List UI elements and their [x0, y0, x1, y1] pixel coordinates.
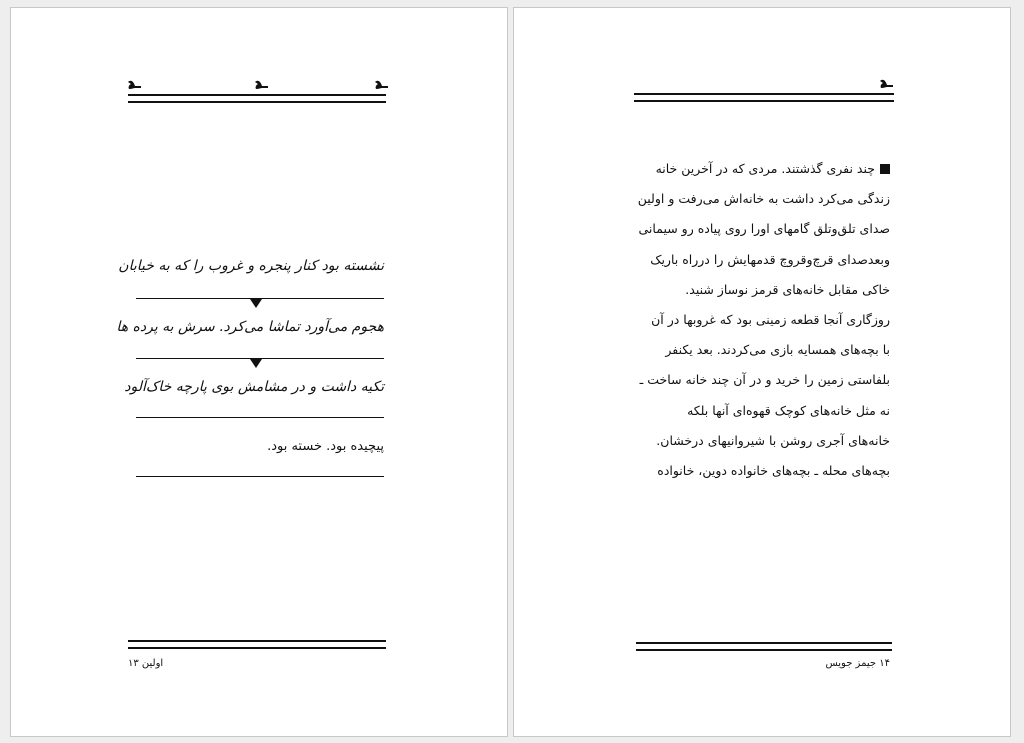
- stanza-divider: [136, 417, 384, 418]
- bird-ornament-icon: [373, 78, 389, 92]
- paragraph-line: بچه‌های محله ـ بچه‌های خانواده دوین، خانواده: [657, 463, 890, 479]
- header-rule: [634, 93, 894, 102]
- section-square-icon: [880, 164, 890, 174]
- left-page: [10, 7, 508, 737]
- bird-ornament-icon: [126, 78, 142, 92]
- stanza-divider: [136, 476, 384, 477]
- stanza-line-3: تکیه داشت و در مشامش بوی پارچه خاک‌آلود: [124, 379, 384, 395]
- triangle-marker-icon: [250, 299, 262, 308]
- paragraph-line: صدای تلق‌وتلق گامهای اورا روی پیاده رو سیمانی: [638, 221, 890, 237]
- stanza-line-1: نشسته بود کنار پنجره و غروب را که به خیابان: [118, 258, 384, 274]
- bird-ornament-icon: [253, 78, 269, 92]
- triangle-marker-icon: [250, 359, 262, 368]
- paragraph-line: بلفاستی زمین را خرید و در آن چند خانه ساخت ـ: [639, 372, 890, 388]
- paragraph-line: با بچه‌های همسایه بازی می‌کردند. بعد یکنفر: [665, 342, 890, 358]
- paragraph-line: چند نفری گذشتند. مردی که در آخرین خانه: [620, 154, 890, 184]
- bird-ornament-icon: [878, 77, 894, 91]
- right-page: [513, 7, 1011, 737]
- stanza-line-4: پیچیده بود. خسته بود.: [267, 439, 384, 454]
- paragraph-line: وبعدصدای قرچ‌وقروچ قدمهایش را درراه باریک: [650, 251, 890, 267]
- paragraph-line: خاکی مقابل خانه‌های قرمز نوساز شنید.: [685, 281, 890, 297]
- paragraph-line: خانه‌های آجری روشن با شیروانیهای درخشان.: [656, 432, 890, 448]
- paragraph-line: نه مثل خانه‌های کوچک قهوه‌ای آنها بلکه: [687, 402, 890, 418]
- footer-rule: [636, 642, 892, 651]
- paragraph-line: زندگی می‌کرد داشت به خانه‌اش می‌رفت و اولین: [637, 191, 890, 207]
- footer-rule: [128, 640, 386, 649]
- stanza-line-2: هجوم می‌آورد تماشا می‌کرد. سرش به پرده ها: [116, 319, 384, 335]
- page-folio: اولین ۱۳: [128, 658, 164, 669]
- header-rule: [128, 94, 386, 103]
- paragraph-line: روزگاری آنجا قطعه زمینی بود که غروبها در آن: [651, 312, 890, 328]
- chapter-paragraph: [620, 154, 890, 486]
- page-folio: ۱۴ جیمز جویس: [825, 658, 890, 669]
